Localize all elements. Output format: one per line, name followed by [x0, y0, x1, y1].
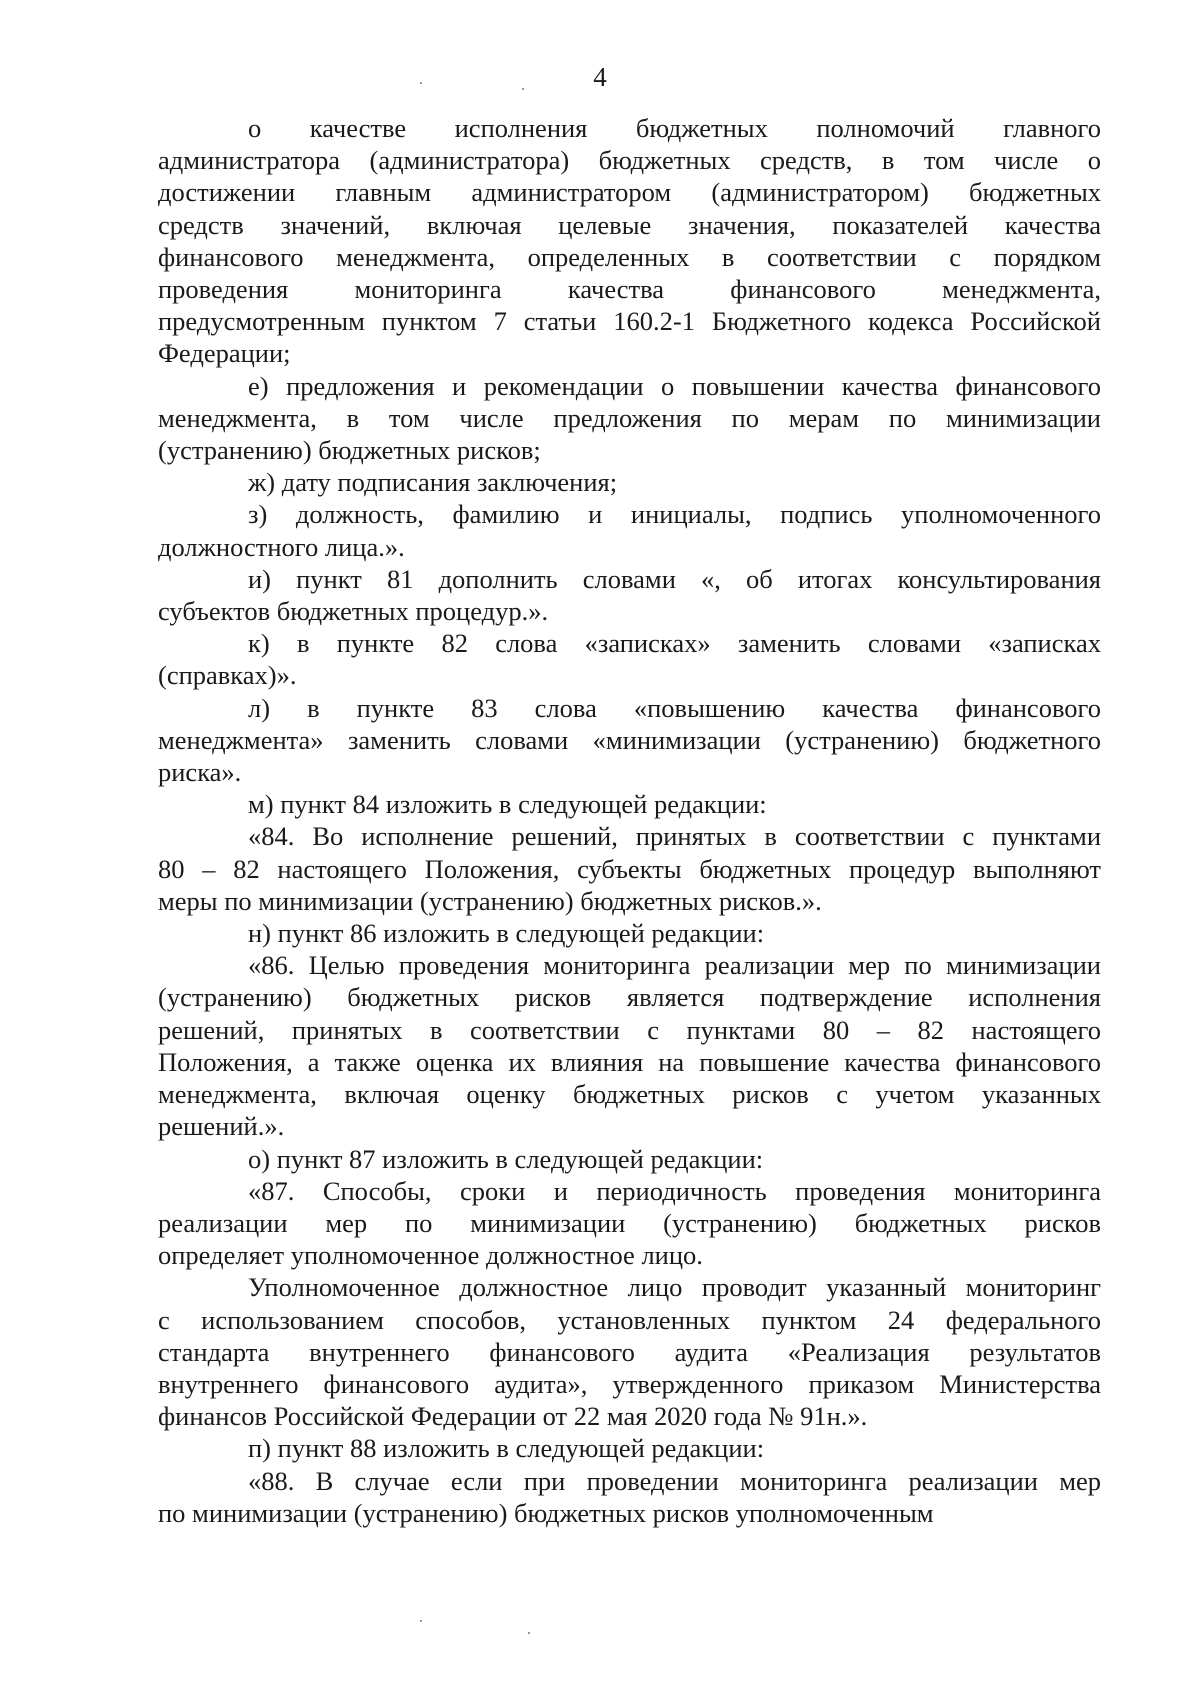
paragraph-line: Положения, а также оценка их влияния на повышение качества финансового — [158, 1046, 1101, 1077]
paragraph-line: проведения мониторинга качества финансового менеджмента, — [158, 274, 1101, 305]
paragraph-line: е) предложения и рекомендации о повышении качества финансового — [248, 370, 1101, 401]
paragraph-line: (устранению) бюджетных рисков; — [158, 435, 541, 466]
paragraph-line: предусмотренным пунктом 7 статьи 160.2-1 Бюджетного кодекса Российской — [158, 306, 1101, 337]
paragraph-line: «87. Способы, сроки и периодичность проведения мониторинга — [248, 1175, 1101, 1206]
paragraph-line: менеджмента» заменить словами «минимизации (устранению) бюджетного — [158, 724, 1101, 755]
paragraph-line: с использованием способов, установленных пунктом 24 федерального — [158, 1304, 1101, 1335]
paragraph-line: н) пункт 86 изложить в следующей редакции: — [248, 918, 765, 949]
paragraph-line: внутреннего финансового аудита», утвержденного приказом Министерства — [158, 1368, 1101, 1399]
paragraph-line: достижении главным администратором (администратором) бюджетных — [158, 177, 1101, 208]
scan-speck — [522, 88, 524, 90]
paragraph-line: (справках)». — [158, 660, 297, 691]
paragraph-line: менеджмента, в том числе предложения по мерам по минимизации — [158, 402, 1101, 433]
paragraph-line: з) должность, фамилию и инициалы, подпись уполномоченного — [248, 499, 1101, 530]
paragraph-line: администратора (администратора) бюджетных средств, в том числе о — [158, 145, 1101, 176]
paragraph-line: финансового менеджмента, определенных в соответствии с порядком — [158, 241, 1101, 272]
paragraph-line: средств значений, включая целевые значения, показателей качества — [158, 209, 1101, 240]
scan-speck — [420, 82, 422, 84]
page-number: 4 — [593, 62, 607, 92]
paragraph-line: по минимизации (устранению) бюджетных рисков уполномоченным — [158, 1497, 934, 1528]
paragraph-line: реализации мер по минимизации (устранению) бюджетных рисков — [158, 1207, 1101, 1238]
paragraph-line: (устранению) бюджетных рисков является подтверждение исполнения — [158, 982, 1101, 1013]
paragraph-line: стандарта внутреннего финансового аудита «Реализация результатов — [158, 1336, 1101, 1367]
scan-speck — [528, 1632, 530, 1634]
paragraph-line: Уполномоченное должностное лицо проводит указанный мониторинг — [248, 1272, 1101, 1303]
paragraph-line: и) пункт 81 дополнить словами «, об итогах консультирования — [248, 563, 1101, 594]
paragraph-line: определяет уполномоченное должностное лицо. — [158, 1240, 703, 1271]
paragraph-line: о) пункт 87 изложить в следующей редакции: — [248, 1143, 764, 1174]
paragraph-line: к) в пункте 82 слова «записках» заменить словами «записках — [248, 628, 1101, 659]
paragraph-line: «88. В случае если при проведении мониторинга реализации мер — [248, 1465, 1101, 1496]
paragraph-line: ж) дату подписания заключения; — [248, 467, 618, 498]
paragraph-line: решений, принятых в соответствии с пунктами 80 – 82 настоящего — [158, 1014, 1101, 1045]
paragraph-line: «86. Целью проведения мониторинга реализации мер по минимизации — [248, 950, 1101, 981]
paragraph-line: субъектов бюджетных процедур.». — [158, 596, 549, 627]
paragraph-line: должностного лица.». — [158, 531, 405, 562]
paragraph-line: меры по минимизации (устранению) бюджетных рисков.». — [158, 885, 822, 916]
paragraph-line: «84. Во исполнение решений, принятых в соответствии с пунктами — [248, 821, 1101, 852]
paragraph-line: решений.». — [158, 1111, 285, 1142]
paragraph-line: л) в пункте 83 слова «повышению качества финансового — [248, 692, 1101, 723]
paragraph-line: менеджмента, включая оценку бюджетных рисков с учетом указанных — [158, 1079, 1101, 1110]
paragraph-line: риска». — [158, 757, 242, 788]
paragraph-line: п) пункт 88 изложить в следующей редакции: — [248, 1433, 765, 1464]
paragraph-line: финансов Российской Федерации от 22 мая 2020 года № 91н.». — [158, 1401, 868, 1432]
paragraph-line: м) пункт 84 изложить в следующей редакции: — [248, 789, 767, 820]
paragraph-line: Федерации; — [158, 338, 291, 369]
paragraph-line: о качестве исполнения бюджетных полномочий главного — [248, 113, 1101, 143]
document-body — [158, 112, 1101, 1529]
paragraph-line: 80 – 82 настоящего Положения, субъекты бюджетных процедур выполняют — [158, 853, 1101, 884]
scan-speck — [420, 1620, 422, 1622]
